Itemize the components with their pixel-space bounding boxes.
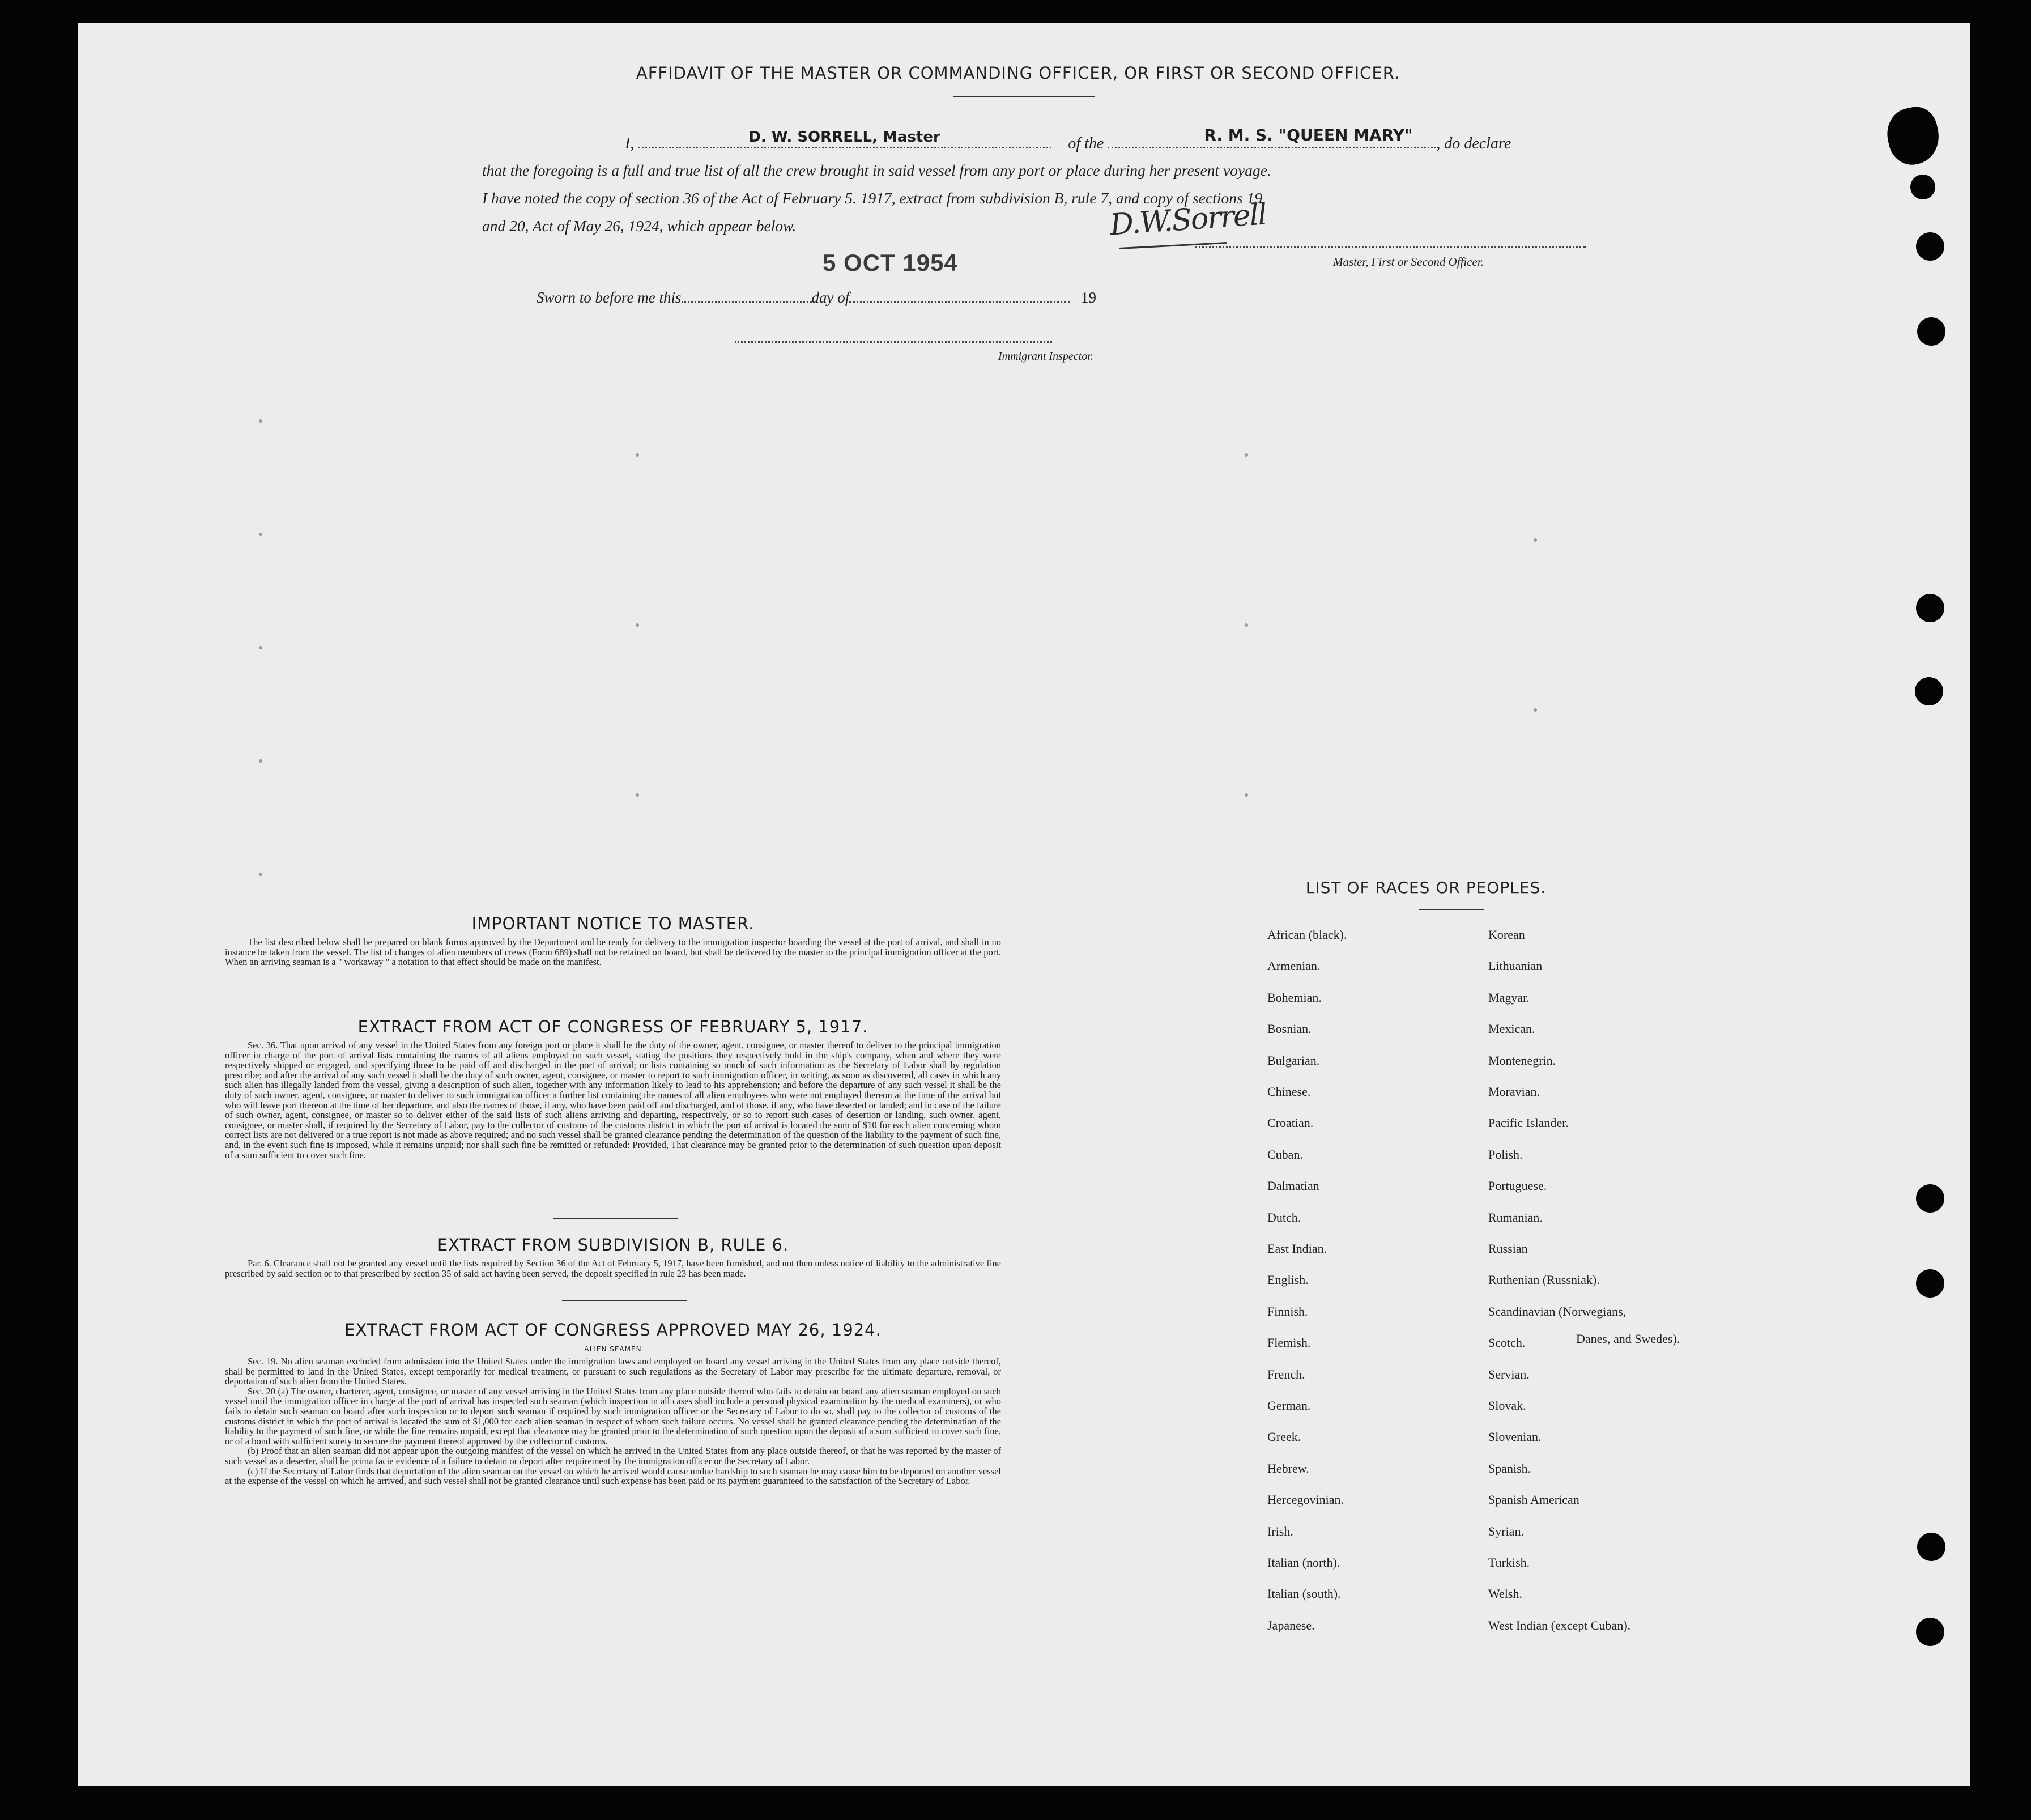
- pre-name-text: I,: [625, 135, 635, 152]
- extract-1924-title: EXTRACT FROM ACT OF CONGRESS APPROVED MAY 26, 1924.: [344, 1320, 882, 1340]
- punch-hole: [1917, 317, 1945, 346]
- races-title-rule: [1419, 909, 1484, 910]
- race-item: English.: [1267, 1273, 1309, 1287]
- race-item: Japanese.: [1267, 1618, 1315, 1632]
- torn-corner: [1883, 103, 1944, 169]
- affidavit-title: AFFIDAVIT OF THE MASTER OR COMMANDING OFFICER, OR FIRST OR SECOND OFFICER.: [636, 63, 1400, 83]
- race-item: Croatian.: [1267, 1116, 1314, 1130]
- race-item: Slovak.: [1488, 1398, 1526, 1413]
- day-of-text: day of: [811, 289, 850, 306]
- race-item: Syrian.: [1488, 1524, 1524, 1538]
- punch-hole: [1915, 677, 1943, 705]
- extract-rule6-text: [225, 1258, 1001, 1278]
- race-item: Italian (south).: [1267, 1587, 1341, 1601]
- extract-rule6-paragraph: Par. 6. Clearance shall not be granted any vessel until the lists required by Section 36 of the Act of February 5, 1917, have been furnished, and not then unless notice of liability to the administrative fine prescribed by said section or to that prescribed by section 35 of said act having been served, the deposit specified in rule 23 has been made.: [225, 1258, 1001, 1279]
- race-item: Chinese.: [1267, 1085, 1311, 1099]
- notice-paragraph: The list described below shall be prepared on blank forms approved by the Department and be ready for delivery to the immigration inspector boarding the vessel at the port of arrival, and shall in no instance be taken from the vessel. The list of changes of alien members of crews (Form 689) shall not be retained on board, but shall be delivered by the master to the principal immigration officer at the port. When an arriving seaman is a " workaway " a notation to that effect should be made on the manifest.: [225, 937, 1001, 968]
- inspector-signature-line: [735, 341, 1052, 343]
- section-divider: [562, 1300, 687, 1301]
- race-item: Korean: [1488, 928, 1525, 942]
- sworn-line: [537, 289, 1096, 307]
- notice-text: [225, 937, 1001, 967]
- bleed-dot: [259, 873, 262, 876]
- master-name-field: [638, 129, 1051, 148]
- race-item: African (black).: [1267, 928, 1347, 942]
- affidavit-line-3: I have noted the copy of section 36 of the Act of February 5. 1917, extract from subdivision B, rule 7, and copy of sections 19: [482, 189, 1263, 207]
- race-item: Bosnian.: [1267, 1022, 1312, 1036]
- extract-rule6-title: EXTRACT FROM SUBDIVISION B, RULE 6.: [437, 1235, 789, 1255]
- race-item: Bulgarian.: [1267, 1053, 1320, 1068]
- sworn-text: Sworn to before me this: [537, 289, 682, 306]
- race-item: Russian: [1488, 1241, 1528, 1256]
- sworn-month-field: [849, 301, 1070, 303]
- bleed-dot: [1245, 453, 1248, 457]
- race-item: Turkish.: [1488, 1555, 1530, 1570]
- race-item: Slovenian.: [1488, 1430, 1542, 1444]
- bleed-dot: [1245, 623, 1248, 627]
- race-item: Moravian.: [1488, 1085, 1540, 1099]
- race-item: Greek.: [1267, 1430, 1301, 1444]
- race-item: Dutch.: [1267, 1210, 1301, 1224]
- race-item: Italian (north).: [1267, 1555, 1340, 1570]
- punch-hole: [1916, 594, 1944, 622]
- signature-underline: [1119, 242, 1227, 249]
- race-item: Montenegrin.: [1488, 1053, 1556, 1068]
- bleed-dot: [636, 793, 639, 797]
- date-stamp: 5 OCT 1954: [823, 249, 958, 276]
- punch-hole: [1910, 175, 1935, 199]
- race-item: Scotch.: [1488, 1336, 1526, 1350]
- race-item: Finnish.: [1267, 1304, 1308, 1319]
- sworn-day-field: [682, 301, 812, 303]
- master-name-value: D. W. SORRELL, Master: [748, 129, 940, 146]
- officer-signature-line: [1195, 246, 1586, 248]
- bleed-dot: [1245, 793, 1248, 797]
- race-item: East Indian.: [1267, 1241, 1327, 1256]
- year-prefix: 19: [1081, 289, 1096, 306]
- punch-hole: [1916, 1618, 1944, 1646]
- race-item: Cuban.: [1267, 1147, 1303, 1162]
- extract-1924-paragraph: Sec. 19. No alien seaman excluded from admission into the United States under the immigration laws and employed on board any vessel arriving in the United States from any place outside thereof, shall be permitted to land in the United States, except temporarily for medical treatment, or pursuant to such regulations as the Secretary of Labor may prescribe for the ultimate departure, removal, or deportation of such alien from the United States.: [225, 1356, 1001, 1387]
- race-item: Spanish.: [1488, 1461, 1531, 1475]
- race-item: Hercegovinian.: [1267, 1492, 1344, 1507]
- bleed-dot: [1534, 708, 1537, 712]
- bleed-dot: [259, 646, 262, 649]
- extract-1924-paragraph: Sec. 20 (a) The owner, charterer, agent, consignee, or master of any vessel arriving in the United States from any place outside thereof who fails to detain on board any alien seaman employed on such vessel until the immigration officer in charge at the port of arrival has inspected such seaman (which inspection in all cases shall include a personal physical examination by the medical examiners), or who fails to detain such seaman on board after such inspection or to deport such seaman if required by such immigration officer or the Secretary of Labor to do so, shall pay to the collector of customs of the customs district in which the port of arrival is located the sum of $1,000 for each alien seaman in respect of whom such failure occurs. No vessel shall be granted clearance pending the determination of the liability to the payment of such fine, or while the fine remains unpaid, except that clearance may be granted prior to the determination of such question upon the deposit of a sum sufficient to cover such fine, or of a bond with sufficient surety to secure the payment thereof approved by the collector of customs.: [225, 1385, 1001, 1447]
- title-rule: [953, 96, 1095, 97]
- bleed-dot: [259, 759, 262, 763]
- punch-hole: [1916, 232, 1944, 261]
- extract-1924-text: [225, 1357, 1001, 1486]
- officer-caption: Master, First or Second Officer.: [1333, 255, 1484, 269]
- extract-1924-subtitle: ALIEN SEAMEN: [584, 1345, 642, 1353]
- race-item: Hebrew.: [1267, 1461, 1309, 1475]
- race-item: West Indian (except Cuban).: [1488, 1618, 1631, 1632]
- race-item: Scandinavian (Norwegians,: [1488, 1304, 1626, 1319]
- of-the-text: of the: [1068, 135, 1104, 152]
- race-item: Welsh.: [1488, 1587, 1522, 1601]
- races-title: LIST OF RACES OR PEOPLES.: [1305, 878, 1547, 897]
- bleed-dot: [636, 453, 639, 457]
- vessel-name-field: [1108, 126, 1436, 148]
- race-item: Servian.: [1488, 1367, 1530, 1381]
- race-item-scandinavian-cont: Danes, and Swedes).: [1576, 1332, 1680, 1346]
- extract-1924-paragraph: (b) Proof that an alien seaman did not appear upon the outgoing manifest of the vessel on which he arrived in the United States from any place outside thereof, or that he was reported by the master of such vessel as a deserter, shall be prima facie evidence of a failure to detain or deport after requirement by the immigration officer or the Secretary of Labor.: [225, 1445, 1001, 1466]
- race-item: Spanish American: [1488, 1492, 1579, 1507]
- extract-1917-paragraph: Sec. 36. That upon arrival of any vessel in the United States from any foreign port or place it shall be the duty of the owner, agent, consignee, or master thereof to deliver to the principal immigration officer in charge of the port of arrival lists containing the names of all aliens employed on such vessel, stating the positions they respectively hold in the ship's company, when and where they were respectively shipped or engaged, and specifying those to be paid off and discharged in the port of arrival; or lists containing so much of such information as the Secretary of Labor shall by regulation prescribe; and after the arrival of any such vessel it shall be the duty of such owner, agent, consignee, or master to report to such immigration officer, in writing, as soon as discovered, all cases in which any such alien has illegally landed from the vessel, giving a description of such alien, together with any information likely to lead to his apprehension; and before the departure of any such vessel it shall be the duty of such owner, agent, consignee, or master to deliver to such immigration officer a further list containing the names of all alien employees who were not employed thereon at the time of the arrival but who will leave port thereon at the time of her departure, and also the names of those, if any, who have been paid off and discharged, and of those, if any, who have deserted or landed; and in case of the failure of such owner, agent, consignee, or master so to deliver either of the said lists of such aliens arriving and departing, respectively, or so to report such cases of desertion or landing, such owner, agent, consignee, or master shall, if required by the Secretary of Labor, pay to the collector of customs of the customs district in which the port of arrival is located the sum of $10 for each alien concerning whom correct lists are not delivered or a true report is not made as above required; and no such vessel shall be granted clearance pending the determination of the question of the liability to the payment of such fine, and, in the event such fine is imposed, while it remains unpaid; nor shall such fine be remitted or refunded: Provided, That clearance may be granted prior to the determination of such question upon deposit of a sum sufficient to cover such fine.: [225, 1040, 1001, 1160]
- document-page: [78, 23, 1970, 1786]
- extract-1917-title: EXTRACT FROM ACT OF CONGRESS OF FEBRUARY 5, 1917.: [357, 1017, 868, 1036]
- bleed-dot: [259, 533, 262, 536]
- inspector-caption: Immigrant Inspector.: [998, 350, 1093, 363]
- vessel-name-value: R. M. S. "QUEEN MARY": [1204, 126, 1413, 144]
- race-item: Flemish.: [1267, 1336, 1311, 1350]
- bleed-dot: [259, 419, 262, 423]
- race-item: Bohemian.: [1267, 990, 1322, 1005]
- race-item: Lithuanian: [1488, 959, 1543, 973]
- bleed-dot: [636, 623, 639, 627]
- master-signature: D.W.Sorrell: [1109, 197, 1267, 243]
- affidavit-line-4: and 20, Act of May 26, 1924, which appear below.: [482, 217, 797, 235]
- punch-hole: [1916, 1269, 1944, 1298]
- race-item: Magyar.: [1488, 990, 1530, 1005]
- race-item: Irish.: [1267, 1524, 1293, 1538]
- race-item: Polish.: [1488, 1147, 1523, 1162]
- race-item: Pacific Islander.: [1488, 1116, 1569, 1130]
- affidavit-line-2: that the foregoing is a full and true list of all the crew brought in said vessel from any port or place during her present voyage.: [482, 161, 1271, 179]
- do-declare-text: , do declare: [1436, 135, 1511, 152]
- race-item: Ruthenian (Russniak).: [1488, 1273, 1600, 1287]
- notice-title: IMPORTANT NOTICE TO MASTER.: [471, 914, 755, 933]
- race-item: Rumanian.: [1488, 1210, 1543, 1224]
- affidavit-line-1: [625, 126, 1511, 153]
- extract-1924-paragraph: (c) If the Secretary of Labor finds that deportation of the alien seaman on the vessel on which he arrived would cause undue hardship to such seaman he may cause him to be deported on another vessel at the expense of the vessel on which he arrived, and such vessel shall not be granted clearance until such expense has been paid or its payment guaranteed to the satisfaction of the Secretary of Labor.: [225, 1465, 1001, 1487]
- punch-hole: [1916, 1184, 1944, 1213]
- bleed-dot: [1534, 538, 1537, 542]
- race-item: Armenian.: [1267, 959, 1321, 973]
- race-item: German.: [1267, 1398, 1311, 1413]
- extract-1917-text: [225, 1040, 1001, 1160]
- race-item: French.: [1267, 1367, 1305, 1381]
- race-item: Mexican.: [1488, 1022, 1535, 1036]
- race-item: Dalmatian: [1267, 1179, 1319, 1193]
- section-divider: [553, 1218, 678, 1219]
- race-item: Portuguese.: [1488, 1179, 1547, 1193]
- punch-hole: [1917, 1533, 1945, 1561]
